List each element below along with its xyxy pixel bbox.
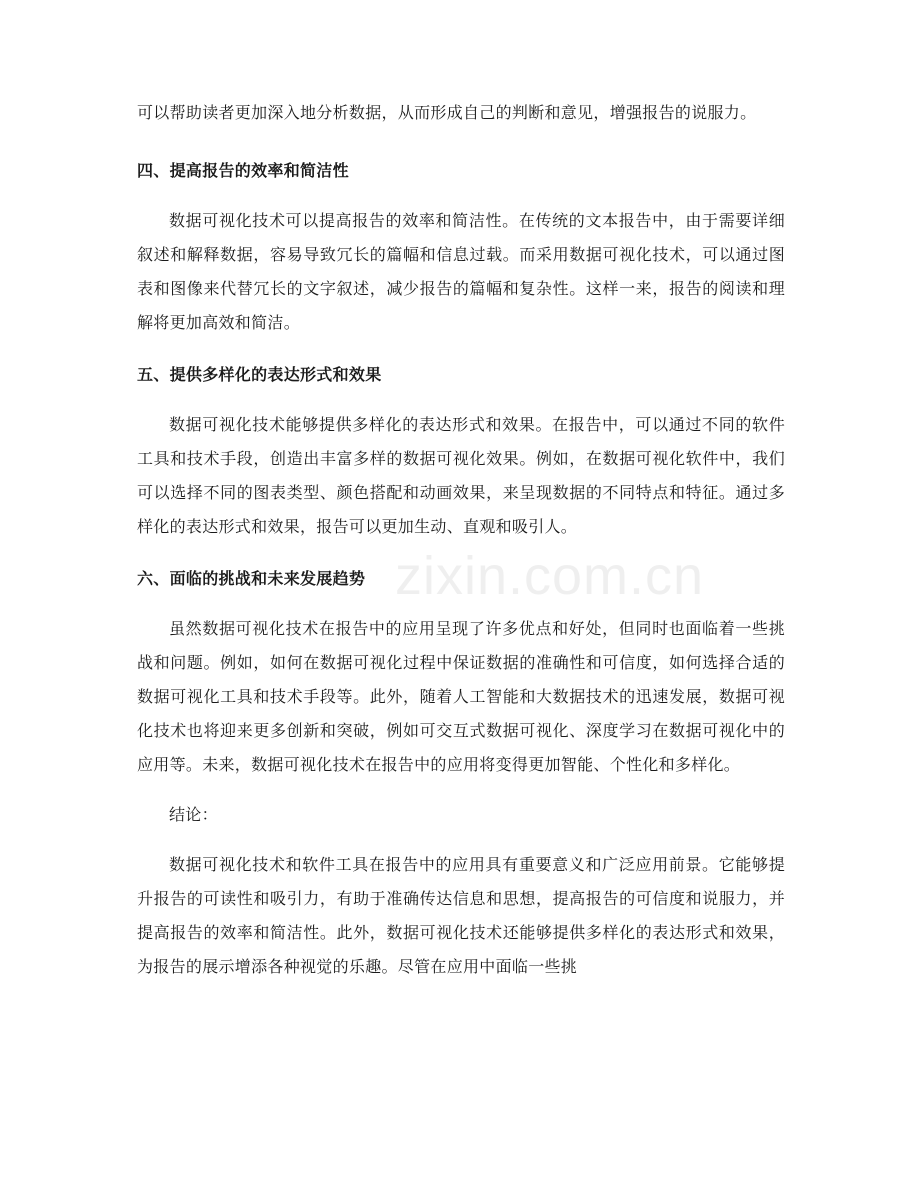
- conclusion-paragraph: 数据可视化技术和软件工具在报告中的应用具有重要意义和广泛应用前景。它能够提升报告的可读性和吸引力，有助于准确传达信息和思想，提高报告的可信度和说服力，并提高报告的效率和简洁性。此外，数据可视化技术还能够提供多样化的表达形式和效果，为报告的展示增添各种视觉的乐趣。尽管在应用中面临一些挑: [137, 855, 785, 976]
- document-page: [137, 96, 785, 984]
- section-6-heading: 六、面临的挑战和未来发展趋势: [137, 569, 366, 588]
- section-5-heading: 五、提供多样化的表达形式和效果: [137, 365, 382, 384]
- intro-paragraph: 可以帮助读者更加深入地分析数据，从而形成自己的判断和意见，增强报告的说服力。: [137, 103, 757, 122]
- section-4-heading: 四、提高报告的效率和简洁性: [137, 161, 349, 180]
- section-6-paragraph: 虽然数据可视化技术在报告中的应用呈现了许多优点和好处，但同时也面临着一些挑战和问题。例如，如何在数据可视化过程中保证数据的准确性和可信度，如何选择合适的数据可视化工具和技术手段等。此外，随着人工智能和大数据技术的迅速发展，数据可视化技术也将迎来更多创新和突破，例如可交互式数据可视化、深度学习在数据可视化中的应用等。未来，数据可视化技术在报告中的应用将变得更加智能、个性化和多样化。: [137, 619, 785, 774]
- section-5-paragraph: 数据可视化技术能够提供多样化的表达形式和效果。在报告中，可以通过不同的软件工具和技术手段，创造出丰富多样的数据可视化效果。例如，在数据可视化软件中，我们可以选择不同的图表类型、颜色搭配和动画效果，来呈现数据的不同特点和特征。通过多样化的表达形式和效果，报告可以更加生动、直观和吸引人。: [137, 415, 785, 536]
- section-4-paragraph: 数据可视化技术可以提高报告的效率和简洁性。在传统的文本报告中，由于需要详细叙述和解释数据，容易导致冗长的篇幅和信息过载。而采用数据可视化技术，可以通过图表和图像来代替冗长的文字叙述，减少报告的篇幅和复杂性。这样一来，报告的阅读和理解将更加高效和简洁。: [137, 211, 785, 332]
- watermark: zixin.com.cn: [395, 546, 705, 606]
- conclusion-label: 结论：: [169, 805, 218, 824]
